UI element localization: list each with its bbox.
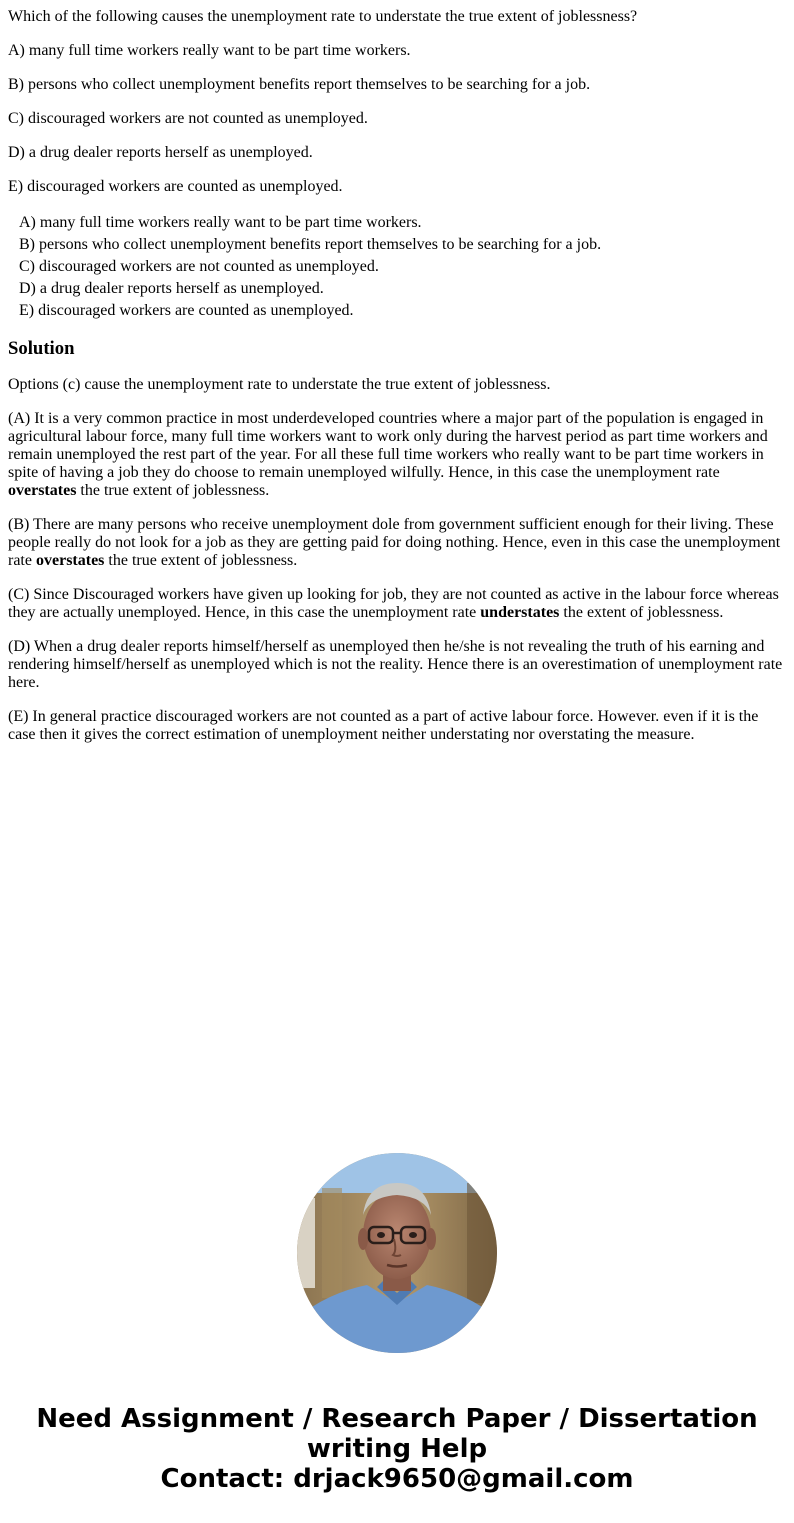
- solution-paragraph-a: [8, 410, 786, 500]
- solution-paragraph-e: [8, 708, 786, 744]
- paragraph-text: (C) Since Discouraged workers have given up looking for job, they are not counted as active in the labour force whereas they are actually unemployed. Hence, in this case the unemployment rate: [8, 586, 779, 621]
- document-body: [8, 0, 786, 744]
- solution-heading: Solution: [8, 338, 75, 359]
- question-text: Which of the following causes the unemployment rate to understate the true extent of joblessness?: [8, 8, 638, 25]
- paragraph-text: the true extent of joblessness.: [104, 552, 298, 569]
- solution-paragraph-d: [8, 638, 786, 692]
- question-option-d: D) a drug dealer reports herself as unemployed.: [8, 144, 313, 161]
- option-list: [8, 212, 786, 322]
- question-option-e: E) discouraged workers are counted as unemployed.: [8, 178, 343, 195]
- option-list-item-c: C) discouraged workers are not counted as unemployed.: [19, 258, 379, 275]
- question-option-c: C) discouraged workers are not counted as unemployed.: [8, 110, 368, 127]
- author-portrait-image: [297, 1153, 497, 1353]
- footer-contact-line: Contact: drjack9650@gmail.com: [160, 1464, 634, 1494]
- option-list-item-a: A) many full time workers really want to be part time workers.: [19, 214, 422, 231]
- footer-line-2: writing Help: [306, 1434, 488, 1464]
- contact-footer: [0, 1404, 794, 1494]
- paragraph-text: (D) When a drug dealer reports himself/herself as unemployed then he/she is not revealing the truth of his earning and rendering himself/herself as unemployed which is not the reality. Hence there is an overestimation of unemployment rate here.: [8, 638, 783, 691]
- emphasis-word: overstates: [8, 482, 77, 499]
- paragraph-text: (E) In general practice discouraged workers are not counted as a part of active labour force. However. even if it is the case then it gives the correct estimation of unemployment neither understating nor overstating the measure.: [8, 708, 759, 743]
- paragraph-text: the extent of joblessness.: [559, 604, 724, 621]
- solution-summary: Options (c) cause the unemployment rate to understate the true extent of joblessness.: [8, 376, 551, 393]
- paragraph-text: (B) There are many persons who receive unemployment dole from government sufficient enough for their living. These people really do not look for a job as they are getting paid for doing nothing. Hence, even in this case the unemployment rate: [8, 516, 781, 569]
- option-list-item-e: E) discouraged workers are counted as unemployed.: [19, 302, 354, 319]
- footer-line-1: Need Assignment / Research Paper / Dissertation: [36, 1404, 758, 1434]
- solution-paragraph-b: [8, 516, 786, 570]
- solution-paragraph-c: [8, 586, 786, 622]
- emphasis-word: overstates: [35, 552, 105, 569]
- author-avatar: [297, 1153, 497, 1353]
- paragraph-text: the true extent of joblessness.: [76, 482, 270, 499]
- option-list-item-d: D) a drug dealer reports herself as unemployed.: [19, 280, 324, 297]
- paragraph-text: (A) It is a very common practice in most underdeveloped countries where a major part of the population is engaged in agricultural labour force, many full time workers want to work only during the harvest period as part time workers and remain unemployed the rest part of the year. For all these full time workers who really want to be part time workers in spite of having a job they do choose to remain unemployed wilfully. Hence, in this case the unemployment rate: [8, 410, 768, 481]
- question-option-a: A) many full time workers really want to be part time workers.: [8, 42, 411, 59]
- emphasis-word: understates: [480, 604, 560, 621]
- option-list-item-b: B) persons who collect unemployment benefits report themselves to be searching for a job.: [19, 236, 602, 253]
- question-option-b: B) persons who collect unemployment benefits report themselves to be searching for a job.: [8, 76, 591, 93]
